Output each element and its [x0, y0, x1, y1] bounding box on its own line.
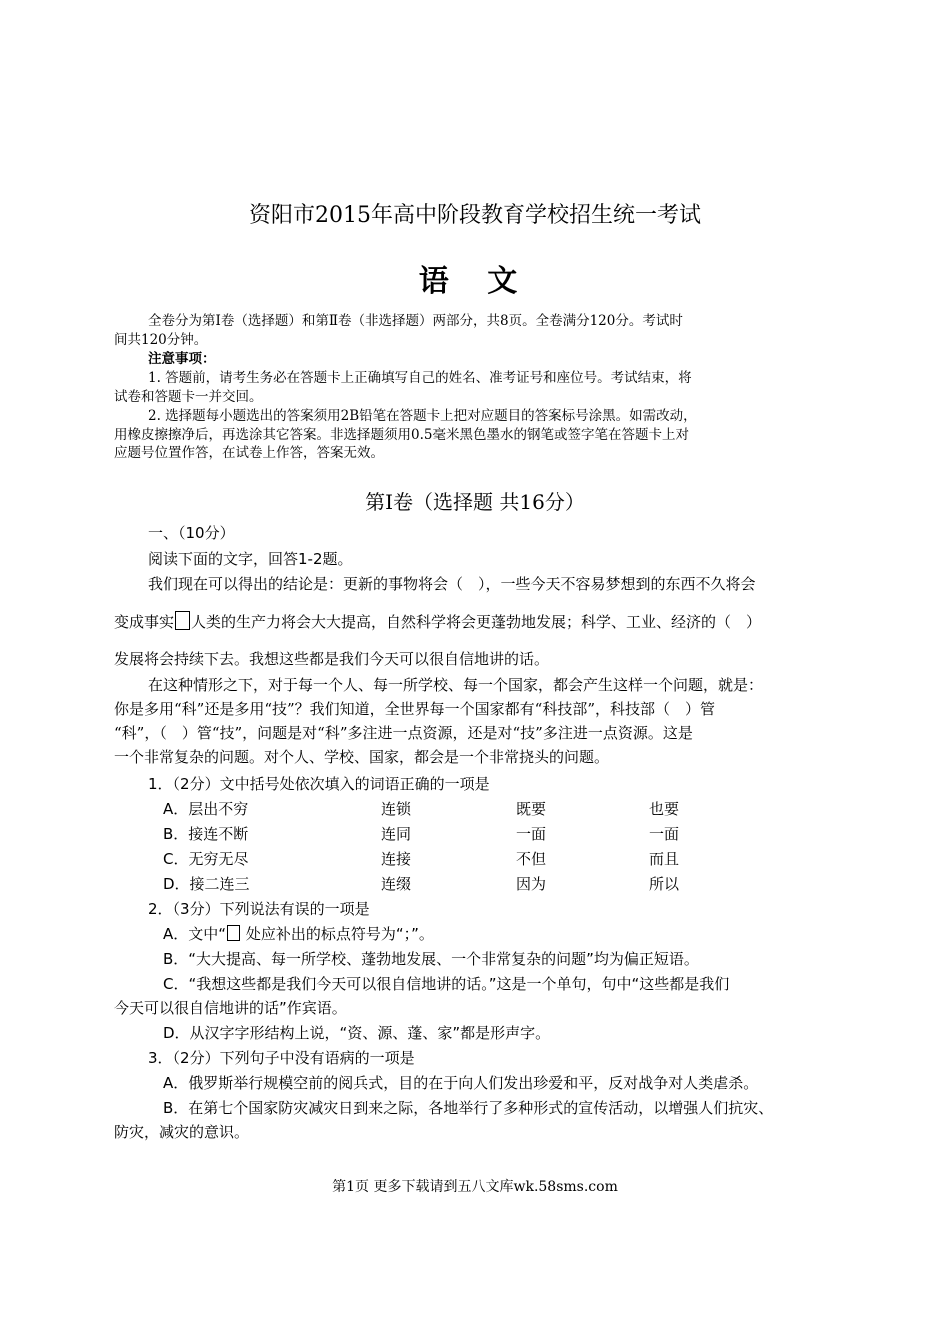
- option-word: 连同: [381, 825, 412, 843]
- section-heading: 第Ⅰ卷（选择题 共16分）: [365, 490, 585, 514]
- option-text: A．俄罗斯举行规模空前的阅兵式，目的在于向人们发出珍爱和平，反对战争对人类虐杀。: [163, 1074, 759, 1092]
- option-text: [163, 923, 434, 944]
- option-text: 今天可以很自信地讲的话”作宾语。: [114, 999, 347, 1017]
- option-label: D．接二连三: [163, 875, 250, 893]
- option-word: 一面: [516, 825, 547, 843]
- option-word: 连缀: [381, 875, 412, 893]
- option-word: 既要: [516, 800, 547, 818]
- subject-title: 语 文: [418, 264, 532, 299]
- intro-line: 间共120分钟。: [114, 332, 208, 348]
- notice-item: 应题号位置作答，在试卷上作答，答案无效。: [114, 445, 384, 461]
- option-text-part: A．文中“: [163, 925, 227, 943]
- passage-line: 你是多用“科”还是多用“技”？我们知道，全世界每一个国家都有“科技部”，科技部（ ）管: [114, 700, 716, 718]
- option-word: 不但: [516, 850, 547, 868]
- option-word: 连接: [381, 850, 412, 868]
- passage-line: [114, 611, 761, 632]
- passage-line: 在这种情形之下，对于每一个人、每一所学校、每一个国家，都会产生这样一个问题，就是：: [148, 676, 764, 694]
- option-word: 所以: [649, 875, 680, 893]
- option-word: 因为: [516, 875, 547, 893]
- blank-box: [175, 611, 190, 630]
- blank-box: [227, 925, 240, 941]
- option-text: B．在第七个国家防灾减灾日到来之际，各地举行了多种形式的宣传活动，以增强人们抗灾、: [163, 1099, 774, 1117]
- question-stem: 3．（2分）下列句子中没有语病的一项是: [148, 1049, 415, 1067]
- option-label: B．接连不断: [163, 825, 249, 843]
- option-text: C．“我想这些都是我们今天可以很自信地讲的话。”这是一个单句，句中“这些都是我们: [163, 975, 730, 993]
- option-text: B．“大大提高、每一所学校、蓬勃地发展、一个非常复杂的问题”均为偏正短语。: [163, 950, 699, 968]
- passage-line: 一个非常复杂的问题。对个人、学校、国家，都会是一个非常挠头的问题。: [114, 748, 610, 766]
- question-stem: 2．（3分）下列说法有误的一项是: [148, 900, 370, 918]
- passage-line: “科”，（ ）管“技”，问题是对“科”多注进一点资源，还是对“技”多注进一点资源。这是: [114, 724, 693, 742]
- option-text: D．从汉字字形结构上说，“资、源、蓬、家”都是形声字。: [163, 1024, 551, 1042]
- notice-item: 用橡皮擦擦净后，再选涂其它答案。非选择题须用0.5毫米黑色墨水的钢笔或签字笔在答题卡上对: [114, 427, 689, 443]
- passage-line: 发展将会持续下去。我想这些都是我们今天可以很自信地讲的话。: [114, 650, 550, 668]
- part-heading: 一、（10分）: [148, 524, 235, 542]
- notice-title: 注意事项：: [148, 351, 216, 367]
- intro-line: 全卷分为第Ⅰ卷（选择题）和第Ⅱ卷（非选择题）两部分，共8页。全卷满分120分。考试时: [148, 313, 683, 329]
- page-footer: 第1页 更多下载请到五八文库wk.58sms.com: [332, 1179, 618, 1195]
- option-text: 防灾，减灾的意识。: [114, 1123, 250, 1141]
- passage-text: 变成事实: [114, 613, 175, 631]
- question-stem: 1．（2分）文中括号处依次填入的词语正确的一项是: [148, 775, 490, 793]
- passage-line: 我们现在可以得出的结论是：更新的事物将会（ ），一些今天不容易梦想到的东西不久将会: [148, 575, 756, 593]
- option-word: 也要: [649, 800, 680, 818]
- reading-instruction: 阅读下面的文字，回答1-2题。: [148, 550, 353, 568]
- option-word: 一面: [649, 825, 680, 843]
- notice-item: 2. 选择题每小题选出的答案须用2B铅笔在答题卡上把对应题目的答案标号涂黑。如需改动，: [148, 408, 697, 424]
- option-label: A．层出不穷: [163, 800, 249, 818]
- passage-text: 人类的生产力将会大大提高，自然科学将会更蓬勃地发展；科学、工业、经济的（ ）: [191, 613, 762, 631]
- option-word: 连锁: [381, 800, 412, 818]
- exam-title: 资阳市2015年高中阶段教育学校招生统一考试: [249, 203, 701, 228]
- option-text-part: 处应补出的标点符号为“；”。: [241, 925, 434, 943]
- notice-item: 1. 答题前，请考生务必在答题卡上正确填写自己的姓名、准考证号和座位号。考试结束，将: [148, 370, 692, 386]
- option-word: 而且: [649, 850, 680, 868]
- option-label: C．无穷无尽: [163, 850, 249, 868]
- notice-item: 试卷和答题卡一并交回。: [114, 389, 263, 405]
